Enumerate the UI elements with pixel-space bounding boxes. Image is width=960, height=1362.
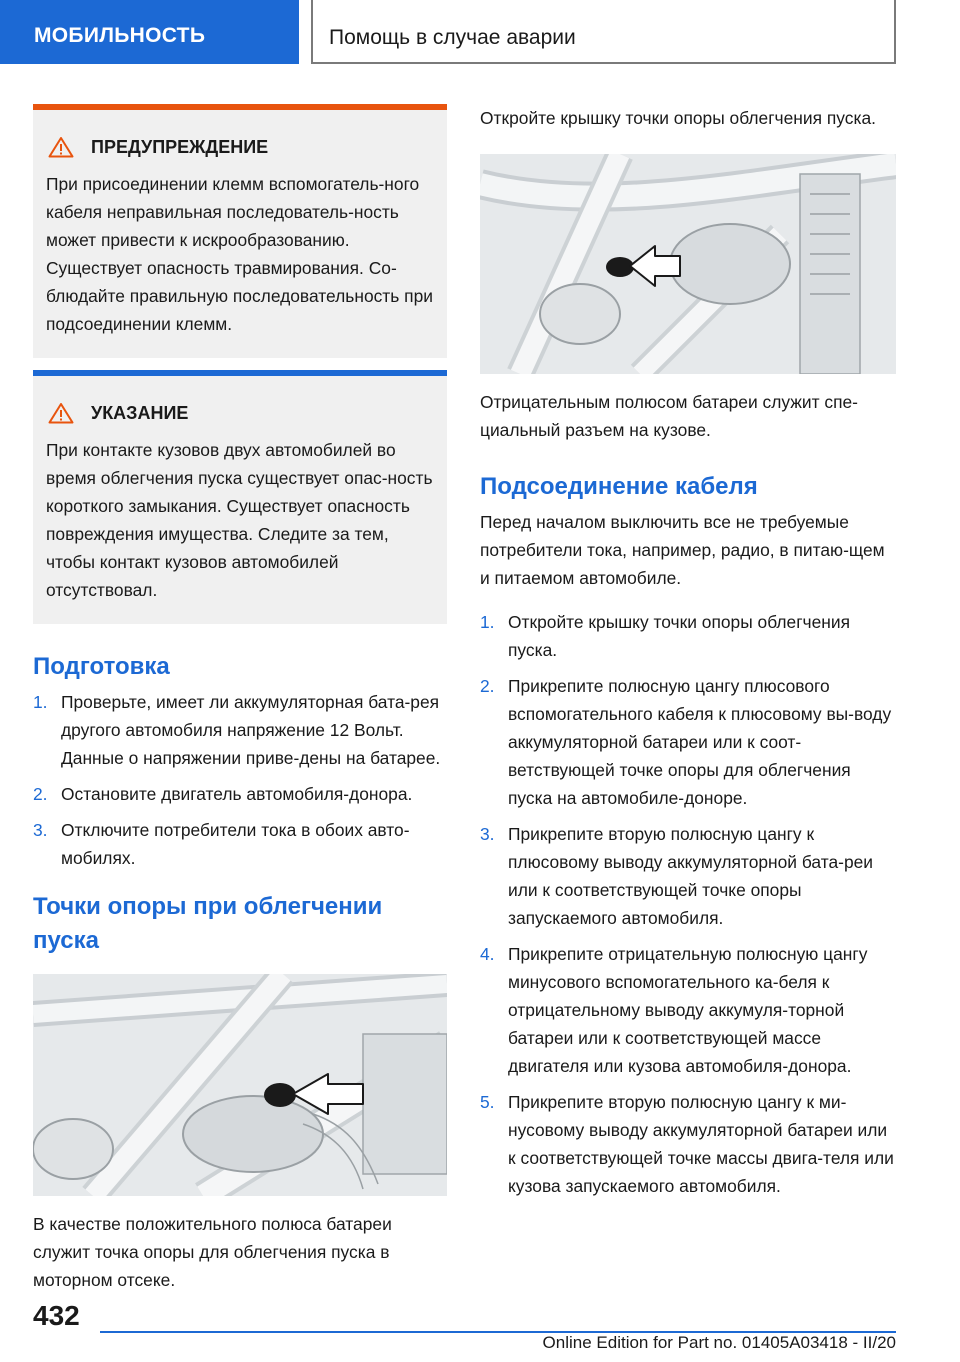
step-text: Прикрепите полюсную цангу плюсового вспомогательного кабеля к плюсовому вы-воду аккумуляторной батареи или к соот-ветствующей точке опоры для облегчения пуска на автомобиле-доноре. (508, 676, 892, 808)
warning-text: При присоединении клемм вспомогатель-ного кабеля неправильная последователь-ность может привести к искрообразованию. Существует опасность травмирования. Со-блюдайте правильную последовательность при подсоединении клемм. (46, 174, 433, 334)
step-text: Прикрепите отрицательную полюсную цангу минусового вспомогательного ка-беля к отрицательному выводу аккумуля-торной батареи или к соответствующей массе двигателя или кузова автомобиля-донора. (508, 944, 868, 1076)
cable-steps (480, 608, 896, 1200)
step-text: Откройте крышку точки опоры облегчения пуска. (508, 612, 851, 660)
cable-heading: Подсоединение кабеля (480, 473, 758, 500)
preparation-heading: Подготовка (33, 653, 170, 680)
step-text: Проверьте, имеет ли аккумуляторная бата-рея другого автомобиля напряжение 12 Вольт. Данные о напряжении приве-дены на батарее. (61, 692, 441, 768)
notice-triangle-icon (48, 402, 74, 424)
footer-edition: Online Edition for Part no. 01405A03418 - II/20 (542, 1333, 896, 1352)
step-number: 1. (480, 612, 495, 632)
chapter-title: Помощь в случае аварии (311, 0, 896, 64)
list-item (33, 780, 447, 808)
list-item (480, 820, 896, 932)
engine-bay-illustration (33, 974, 447, 1196)
warning-box (33, 104, 447, 358)
step-text: Отключите потребители тока в обоих авто-мобилях. (61, 820, 410, 868)
right-caption: Отрицательным полюсом батареи служит спе-циальный разъем на кузове. (480, 392, 858, 440)
engine-bay-negative-figure (480, 154, 896, 374)
notice-title-text: УКАЗАНИЕ (91, 402, 189, 423)
page-number: 432 (33, 1300, 80, 1331)
step-number: 4. (480, 944, 495, 964)
step-text: Прикрепите вторую полюсную цангу к плюсовому выводу аккумуляторной бата-реи или к соответствующей точке опоры запускаемого автомобиля. (508, 824, 873, 928)
support-points-caption: В качестве положительного полюса батареи служит точка опоры для облегчения пуска в моторном отсеке. (33, 1214, 392, 1290)
step-number: 2. (33, 784, 48, 804)
support-points-heading: Точки опоры при облегчении пуска (33, 893, 383, 954)
step-number: 3. (33, 820, 48, 840)
warning-triangle-icon (48, 136, 74, 158)
notice-box (33, 370, 447, 624)
list-item (480, 1088, 896, 1200)
list-item (33, 816, 447, 872)
cable-intro: Перед началом выключить все не требуемые потребители тока, например, радио, в питаю-щем и питаемом автомобиле. (480, 512, 885, 588)
step-number: 3. (480, 824, 495, 844)
list-item (480, 672, 896, 812)
step-text: Остановите двигатель автомобиля-донора. (61, 784, 413, 804)
step-number: 2. (480, 676, 495, 696)
engine-bay-positive-figure (33, 974, 447, 1196)
engine-bay-negative-illustration (480, 154, 896, 374)
list-item (480, 940, 896, 1080)
step-text: Прикрепите вторую полюсную цангу к ми-нусовому выводу аккумуляторной батареи или к соответствующей точке массы двига-теля или кузова запускаемого автомобиля. (508, 1092, 894, 1196)
warning-title-text: ПРЕДУПРЕЖДЕНИЕ (91, 136, 269, 157)
step-number: 5. (480, 1092, 495, 1112)
list-item (33, 688, 447, 772)
right-intro: Откройте крышку точки опоры облегчения пуска. (480, 108, 876, 128)
notice-text: При контакте кузовов двух автомобилей во время облегчения пуска существует опас-ность короткого замыкания. Существует опасность повреждения имущества. Следите за тем, чтобы контакт кузовов автомобилей отсутствовал. (46, 440, 433, 600)
right-column (480, 104, 896, 1208)
preparation-steps (33, 688, 447, 872)
notice-title (46, 402, 435, 424)
left-column (33, 104, 447, 1294)
warning-title (46, 136, 435, 158)
section-tab: МОБИЛЬНОСТЬ (0, 0, 299, 64)
list-item (480, 608, 896, 664)
step-number: 1. (33, 692, 48, 712)
